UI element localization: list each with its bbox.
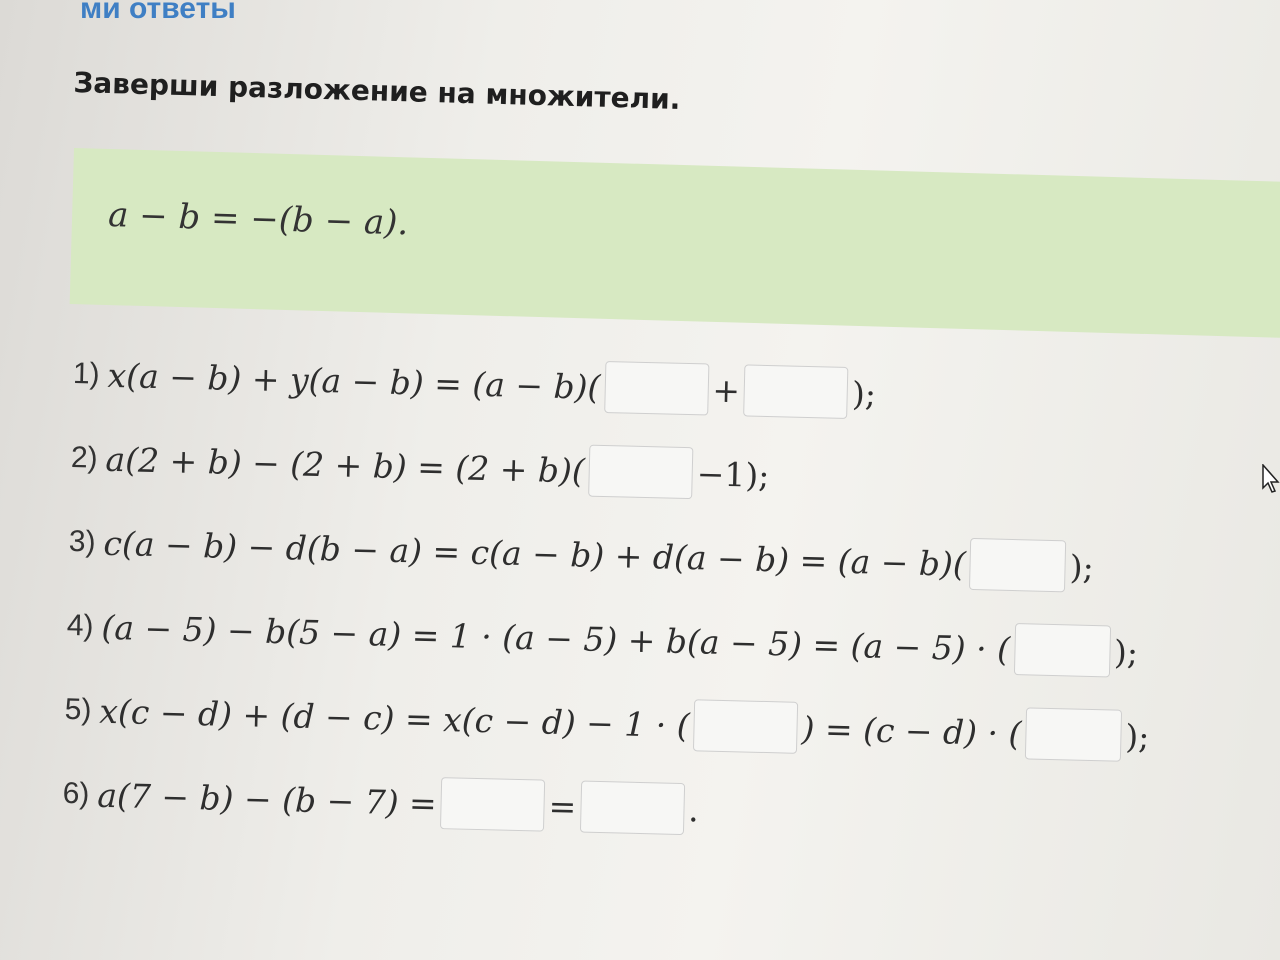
exercise-number: 6) <box>62 776 90 811</box>
answer-input-4[interactable] <box>1013 623 1110 677</box>
exercise-expression: x(a − b) + y(a − b) = (a − b)( <box>107 355 601 407</box>
task-title: Заверши разложение на множители. <box>73 66 681 116</box>
plus-sign: + <box>711 370 741 410</box>
exercise-number: 3) <box>68 524 96 559</box>
answer-input-1a[interactable] <box>604 361 709 416</box>
exercise-number: 5) <box>64 692 92 727</box>
answer-input-5b[interactable] <box>1025 707 1122 761</box>
answer-input-2[interactable] <box>588 445 693 500</box>
closing-text: −1); <box>696 453 770 495</box>
hint-box <box>70 148 1280 338</box>
hint-formula: a − b = −(b − a). <box>107 194 409 244</box>
exercise-expression: a(2 + b) − (2 + b) = (2 + b)( <box>105 439 586 491</box>
answer-input-1b[interactable] <box>743 364 848 419</box>
answer-input-5a[interactable] <box>693 699 798 754</box>
answers-link[interactable]: ми ответы <box>80 0 236 25</box>
closing-text: ); <box>1124 716 1150 756</box>
answer-input-6a[interactable] <box>440 777 545 832</box>
exercise-number: 4) <box>66 608 94 643</box>
closing-text: ); <box>1113 632 1139 672</box>
equals-sign: = <box>548 786 577 826</box>
exercise-number: 2) <box>70 440 99 475</box>
mouse-cursor-icon <box>1262 464 1280 494</box>
closing-text: . <box>687 789 700 829</box>
closing-text: ); <box>851 373 877 414</box>
exercise-list <box>62 332 1159 862</box>
answer-input-6b[interactable] <box>580 781 685 836</box>
middle-text: ) = (c − d) · ( <box>801 708 1022 753</box>
exercise-expression: a(7 − b) − (b − 7) = <box>96 775 438 823</box>
answer-input-3[interactable] <box>969 538 1066 592</box>
exercise-expression: c(a − b) − d(b − a) = c(a − b) + d(a − b) = (a − b)( <box>103 523 967 584</box>
exercise-number: 1) <box>72 356 101 391</box>
closing-text: ); <box>1069 546 1095 587</box>
exercise-expression: x(c − d) + (d − c) = x(c − d) − 1 · ( <box>98 691 691 745</box>
exercise-expression: (a − 5) − b(5 − a) = 1 · (a − 5) + b(a − 5) = (a − 5) · ( <box>101 607 1011 669</box>
